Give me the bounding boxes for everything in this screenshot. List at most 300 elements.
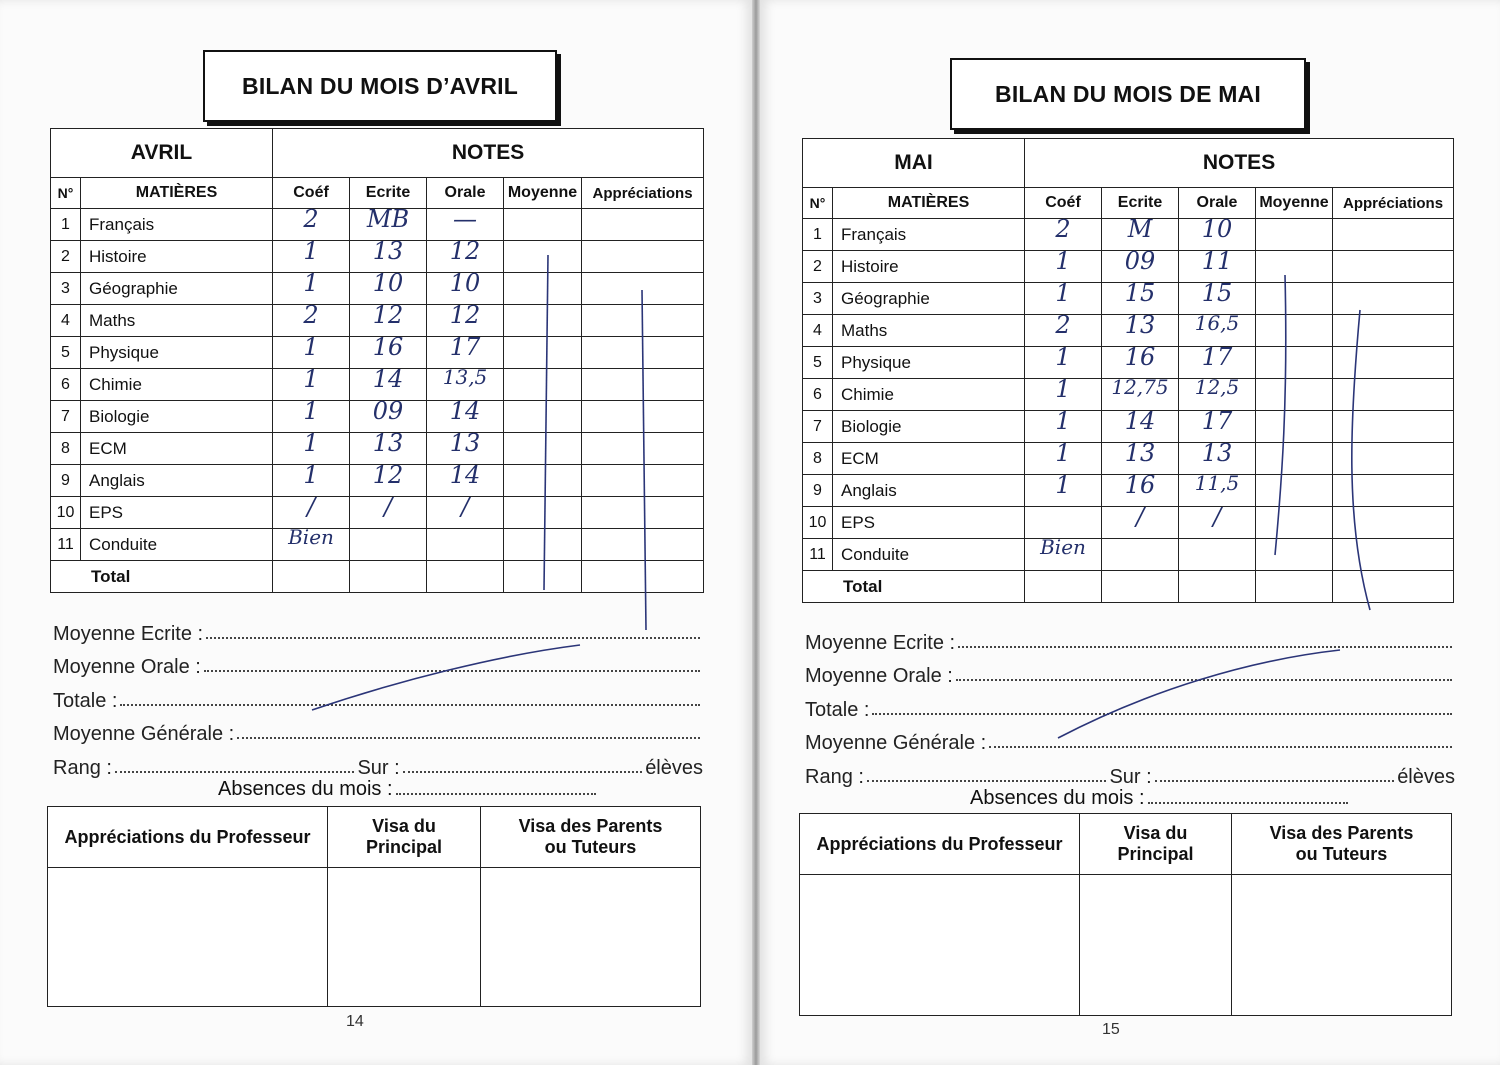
appreciation-cell[interactable] [1333,315,1454,347]
row-number: 7 [51,401,81,433]
handwritten-coef: 1 [1055,407,1071,435]
total-cell[interactable] [427,561,504,593]
row-number: 6 [803,379,833,411]
moyenne-cell[interactable] [504,433,582,465]
totale-label: Totale : [805,698,870,721]
moyenne-cell[interactable] [1256,347,1333,379]
appreciation-cell[interactable] [582,241,704,273]
rang-label: Rang : [53,756,112,779]
visa-parents-header: Visa des Parents ou Tuteurs [1232,814,1452,875]
handwritten-coef: Bien [1040,535,1086,559]
sur-field[interactable] [403,771,643,773]
table-row [51,305,704,337]
handwritten-ecrite: 13 [372,237,404,265]
orale-cell[interactable] [1179,439,1256,475]
moyenne-col-header: Moyenne [504,178,582,209]
handwritten-ecrite: 10 [372,269,404,297]
table-row [51,369,704,401]
appreciation-cell[interactable] [582,529,704,561]
moyenne-ecrite-label: Moyenne Ecrite : [805,631,956,654]
moyenne-orale-label: Moyenne Orale : [805,665,953,687]
handwritten-coef: / [306,493,316,521]
orale-cell[interactable] [1179,311,1256,347]
handwritten-orale: 16,5 [1194,311,1240,335]
handwritten-ecrite: 14 [1124,407,1156,435]
handwritten-orale: 13 [449,429,481,457]
total-cell[interactable] [1333,571,1454,603]
subject-name: Physique [81,337,273,369]
visa-principal-box[interactable] [328,868,481,1007]
row-number: 7 [803,411,833,443]
rang-line [53,746,703,780]
subject-name: Conduite [81,529,273,561]
total-label: Total [803,571,1025,603]
table-row [51,273,704,305]
appreciation-cell[interactable] [1333,443,1454,475]
orale-cell[interactable] [427,397,504,433]
appreciation-cell[interactable] [582,209,704,241]
orale-cell[interactable] [1179,539,1256,571]
handwritten-coef: 1 [303,269,319,297]
moyenne-orale-line [53,646,703,680]
ecrite-cell[interactable] [350,493,427,529]
appreciation-cell[interactable] [1333,347,1454,379]
table-row [803,379,1454,411]
ecrite-cell[interactable] [1102,539,1179,571]
visa-parents-header: Visa des Parents ou Tuteurs [481,807,701,868]
handwritten-orale: / [460,493,470,521]
handwritten-coef: 1 [303,333,319,361]
handwritten-orale: 15 [1201,279,1233,307]
moyenne-cell[interactable] [1256,315,1333,347]
grades-table [50,128,704,593]
moyenne-cell[interactable] [504,529,582,561]
handwritten-ecrite: 12,75 [1111,375,1169,399]
handwritten-orale: 11 [1201,247,1233,275]
moyenne-cell[interactable] [1256,475,1333,507]
moyenne-col-header: Moyenne [1256,188,1333,219]
table-row [803,315,1454,347]
coef-cell[interactable] [1025,311,1102,347]
total-cell[interactable] [1025,571,1102,603]
summary-lines [805,621,1455,789]
row-number: 4 [803,315,833,347]
subject-name: Géographie [81,273,273,305]
row-number: 3 [51,273,81,305]
ecrite-cell[interactable] [1102,471,1179,507]
moyenne-cell[interactable] [504,369,582,401]
table-row [803,411,1454,443]
coef-cell[interactable] [273,429,350,465]
appreciation-cell[interactable] [1333,219,1454,251]
notes-header: NOTES [1025,139,1454,188]
table-row [51,465,704,497]
handwritten-coef: 2 [303,205,319,233]
coef-cell[interactable] [273,237,350,273]
handwritten-ecrite: 09 [372,397,404,425]
ecrite-cell[interactable] [350,397,427,433]
handwritten-coef: 1 [1055,247,1071,275]
row-number: 10 [51,497,81,529]
subject-name: Français [81,209,273,241]
orale-cell[interactable] [1179,375,1256,411]
handwritten-ecrite: M [1127,215,1153,243]
appreciations-prof-header: Appréciations du Professeur [48,807,328,868]
totale-field[interactable] [872,713,1452,715]
moyenne-cell[interactable] [1256,443,1333,475]
totale-field[interactable] [120,704,700,706]
handwritten-ecrite: 09 [1124,247,1156,275]
table-row [51,209,704,241]
notes-header: NOTES [273,129,704,178]
orale-cell[interactable] [427,365,504,401]
ecrite-cell[interactable] [1102,343,1179,379]
subject-name: Histoire [81,241,273,273]
moyenne-cell[interactable] [1256,219,1333,251]
coef-cell[interactable] [1025,535,1102,571]
appreciation-cell[interactable] [582,401,704,433]
coef-cell[interactable] [1025,471,1102,507]
row-number: 5 [803,347,833,379]
moyenne-orale-field[interactable] [956,679,1452,681]
orale-cell[interactable] [1179,343,1256,379]
subjects-col-header: MATIÈRES [833,188,1025,219]
appreciation-cell[interactable] [582,497,704,529]
handwritten-orale: 10 [1201,215,1233,243]
orale-cell[interactable] [427,301,504,337]
orale-cell[interactable] [427,493,504,529]
rang-field[interactable] [867,780,1107,782]
ecrite-cell[interactable] [1102,279,1179,315]
row-number: 2 [51,241,81,273]
row-number: 9 [803,475,833,507]
ecrite-cell[interactable] [1102,407,1179,443]
handwritten-orale: 14 [449,461,481,489]
moyenne-cell[interactable] [504,337,582,369]
ecrite-cell[interactable] [350,269,427,305]
coef-cell[interactable] [273,525,350,561]
ecrite-cell[interactable] [350,461,427,497]
page-title: BILAN DU MOIS D’AVRIL [203,50,557,122]
row-number: 10 [803,507,833,539]
subject-name: Chimie [833,379,1025,411]
subject-name: Biologie [833,411,1025,443]
moyenne-ecrite-label: Moyenne Ecrite : [53,622,204,645]
coef-cell[interactable] [273,461,350,497]
row-number: 1 [803,219,833,251]
total-cell[interactable] [1179,571,1256,603]
visa-parents-box[interactable] [1232,875,1452,1016]
table-row [803,475,1454,507]
appreciation-cell[interactable] [1333,475,1454,507]
appreciation-cell[interactable] [1333,507,1454,539]
row-number: 2 [803,251,833,283]
total-label: Total [51,561,273,593]
subject-name: Maths [81,305,273,337]
moyenne-cell[interactable] [504,497,582,529]
ecrite-cell[interactable] [1102,247,1179,283]
table-row [803,507,1454,539]
moyenne-cell[interactable] [1256,379,1333,411]
coef-cell[interactable] [1025,507,1102,539]
ecrite-cell[interactable] [1102,215,1179,251]
handwritten-coef: Bien [288,525,334,549]
number-col-header: N° [803,188,833,219]
handwritten-orale: 14 [449,397,481,425]
coef-cell[interactable] [1025,279,1102,315]
orale-col-header: Orale [427,178,504,209]
absences-field[interactable] [396,793,596,795]
month-header: AVRIL [51,129,273,178]
subject-name: Physique [833,347,1025,379]
appreciation-cell[interactable] [582,465,704,497]
eleves-label: élèves [645,756,703,779]
ecrite-cell[interactable] [1102,439,1179,475]
handwritten-orale: — [453,205,478,233]
ecrite-col-header: Ecrite [1102,188,1179,219]
moyenne-generale-field[interactable] [237,737,700,739]
table-row [51,433,704,465]
total-cell[interactable] [350,561,427,593]
appreciation-cell[interactable] [1333,539,1454,571]
moyenne-cell[interactable] [1256,283,1333,315]
appreciation-cell[interactable] [582,273,704,305]
moyenne-cell[interactable] [504,401,582,433]
appreciations-col-header: Appréciations [582,178,704,209]
coef-cell[interactable] [273,301,350,337]
handwritten-coef: 1 [1055,439,1071,467]
orale-cell[interactable] [1179,407,1256,443]
totale-line [53,679,703,713]
ecrite-cell[interactable] [350,205,427,241]
handwritten-ecrite: MB [366,205,410,233]
visa-parents-box[interactable] [481,868,701,1007]
handwritten-coef: 1 [303,237,319,265]
orale-cell[interactable] [1179,215,1256,251]
handwritten-ecrite: 15 [1124,279,1156,307]
moyenne-cell[interactable] [504,273,582,305]
subject-name: Géographie [833,283,1025,315]
summary-lines [53,612,703,780]
handwritten-ecrite: / [383,493,393,521]
handwritten-ecrite: 13 [1124,439,1156,467]
ecrite-cell[interactable] [350,237,427,273]
page-title: BILAN DU MOIS DE MAI [950,58,1306,130]
handwritten-ecrite: 13 [1124,311,1156,339]
appreciation-cell[interactable] [582,433,704,465]
orale-cell[interactable] [427,429,504,465]
moyenne-ecrite-line [53,612,703,646]
handwritten-ecrite: / [1135,503,1145,531]
table-row [51,529,704,561]
handwritten-coef: 1 [1055,343,1071,371]
table-row [51,401,704,433]
row-number: 6 [51,369,81,401]
appreciation-cell[interactable] [1333,251,1454,283]
sur-field[interactable] [1155,780,1395,782]
moyenne-ecrite-field[interactable] [206,637,700,639]
appreciations-prof-box[interactable] [800,875,1080,1016]
handwritten-ecrite: 16 [1124,343,1156,371]
row-number: 1 [51,209,81,241]
total-cell[interactable] [582,561,704,593]
handwritten-coef: 1 [1055,471,1071,499]
subject-name: Français [833,219,1025,251]
sur-label: Sur : [357,756,400,779]
handwritten-ecrite: 14 [372,365,404,393]
subject-name: Chimie [81,369,273,401]
ecrite-cell[interactable] [350,333,427,369]
orale-cell[interactable] [1179,471,1256,507]
total-row [51,561,704,593]
table-row [51,337,704,369]
coef-cell[interactable] [1025,215,1102,251]
handwritten-coef: 1 [1055,279,1071,307]
table-row [803,347,1454,379]
moyenne-cell[interactable] [1256,251,1333,283]
total-cell[interactable] [1102,571,1179,603]
handwritten-coef: 1 [303,397,319,425]
handwritten-orale: 17 [1201,407,1233,435]
ecrite-cell[interactable] [350,365,427,401]
coef-cell[interactable] [1025,247,1102,283]
orale-cell[interactable] [1179,279,1256,315]
visa-principal-box[interactable] [1080,875,1232,1016]
rang-line [805,755,1455,789]
coef-cell[interactable] [1025,343,1102,379]
coef-cell[interactable] [273,205,350,241]
ecrite-col-header: Ecrite [350,178,427,209]
rang-label: Rang : [805,765,864,788]
eleves-label: élèves [1397,765,1455,788]
table-row [803,283,1454,315]
moyenne-orale-line [805,655,1455,689]
ecrite-cell[interactable] [350,301,427,337]
orale-cell[interactable] [427,237,504,273]
coef-cell[interactable] [273,397,350,433]
appreciation-cell[interactable] [1333,411,1454,443]
totale-line [805,688,1455,722]
number-col-header: N° [51,178,81,209]
handwritten-ecrite: 16 [372,333,404,361]
handwritten-coef: 1 [303,429,319,457]
moyenne-generale-line [53,713,703,747]
handwritten-ecrite: 13 [372,429,404,457]
moyenne-generale-line [805,722,1455,756]
moyenne-generale-field[interactable] [989,746,1452,748]
orale-cell[interactable] [427,529,504,561]
ecrite-cell[interactable] [350,529,427,561]
moyenne-cell[interactable] [1256,411,1333,443]
subject-name: ECM [833,443,1025,475]
appreciation-cell[interactable] [582,369,704,401]
handwritten-coef: 1 [303,365,319,393]
moyenne-cell[interactable] [504,241,582,273]
handwritten-ecrite: 16 [1124,471,1156,499]
table-row [51,497,704,529]
table-row [803,539,1454,571]
row-number: 11 [51,529,81,561]
appreciation-cell[interactable] [1333,283,1454,315]
total-cell[interactable] [504,561,582,593]
grades-table [802,138,1454,603]
orale-cell[interactable] [427,333,504,369]
subject-name: Histoire [833,251,1025,283]
moyenne-orale-field[interactable] [204,670,700,672]
subject-name: EPS [81,497,273,529]
moyenne-cell[interactable] [1256,507,1333,539]
appreciation-cell[interactable] [1333,379,1454,411]
subject-name: Maths [833,315,1025,347]
total-cell[interactable] [273,561,350,593]
subject-name: Anglais [833,475,1025,507]
orale-cell[interactable] [1179,247,1256,283]
absences-field[interactable] [1148,802,1348,804]
moyenne-cell[interactable] [504,305,582,337]
coef-cell[interactable] [273,365,350,401]
orale-cell[interactable] [1179,503,1256,539]
absences-line [970,787,1351,810]
appreciations-prof-box[interactable] [48,868,328,1007]
page-number: 14 [346,1013,364,1030]
book-spine [752,0,760,1065]
moyenne-cell[interactable] [504,209,582,241]
subject-name: ECM [81,433,273,465]
handwritten-ecrite: 12 [372,301,404,329]
coef-cell[interactable] [273,493,350,529]
orale-cell[interactable] [427,269,504,305]
handwritten-coef: 2 [1055,215,1071,243]
page-number: 15 [1102,1021,1120,1038]
row-number: 11 [803,539,833,571]
handwritten-orale: 11,5 [1194,471,1240,495]
moyenne-ecrite-field[interactable] [958,646,1452,648]
coef-cell[interactable] [1025,375,1102,411]
appreciation-cell[interactable] [582,305,704,337]
coef-cell[interactable] [1025,407,1102,443]
orale-cell[interactable] [427,205,504,241]
rang-field[interactable] [115,771,355,773]
appreciation-cell[interactable] [582,337,704,369]
moyenne-ecrite-line [805,621,1455,655]
moyenne-cell[interactable] [1256,539,1333,571]
orale-cell[interactable] [427,461,504,497]
ecrite-cell[interactable] [1102,311,1179,347]
row-number: 5 [51,337,81,369]
ecrite-cell[interactable] [350,429,427,465]
moyenne-cell[interactable] [504,465,582,497]
coef-col-header: Coéf [273,178,350,209]
coef-cell[interactable] [273,269,350,305]
coef-cell[interactable] [273,333,350,369]
table-row [803,251,1454,283]
orale-col-header: Orale [1179,188,1256,219]
moyenne-generale-label: Moyenne Générale : [805,732,987,754]
coef-cell[interactable] [1025,439,1102,475]
handwritten-ecrite: 12 [372,461,404,489]
handwritten-orale: 12 [449,301,481,329]
month-header: MAI [803,139,1025,188]
subject-name: EPS [833,507,1025,539]
ecrite-cell[interactable] [1102,503,1179,539]
ecrite-cell[interactable] [1102,375,1179,411]
moyenne-generale-label: Moyenne Générale : [53,723,235,745]
sur-label: Sur : [1109,765,1152,788]
total-cell[interactable] [1256,571,1333,603]
total-row [803,571,1454,603]
row-number: 9 [51,465,81,497]
handwritten-orale: / [1212,503,1222,531]
